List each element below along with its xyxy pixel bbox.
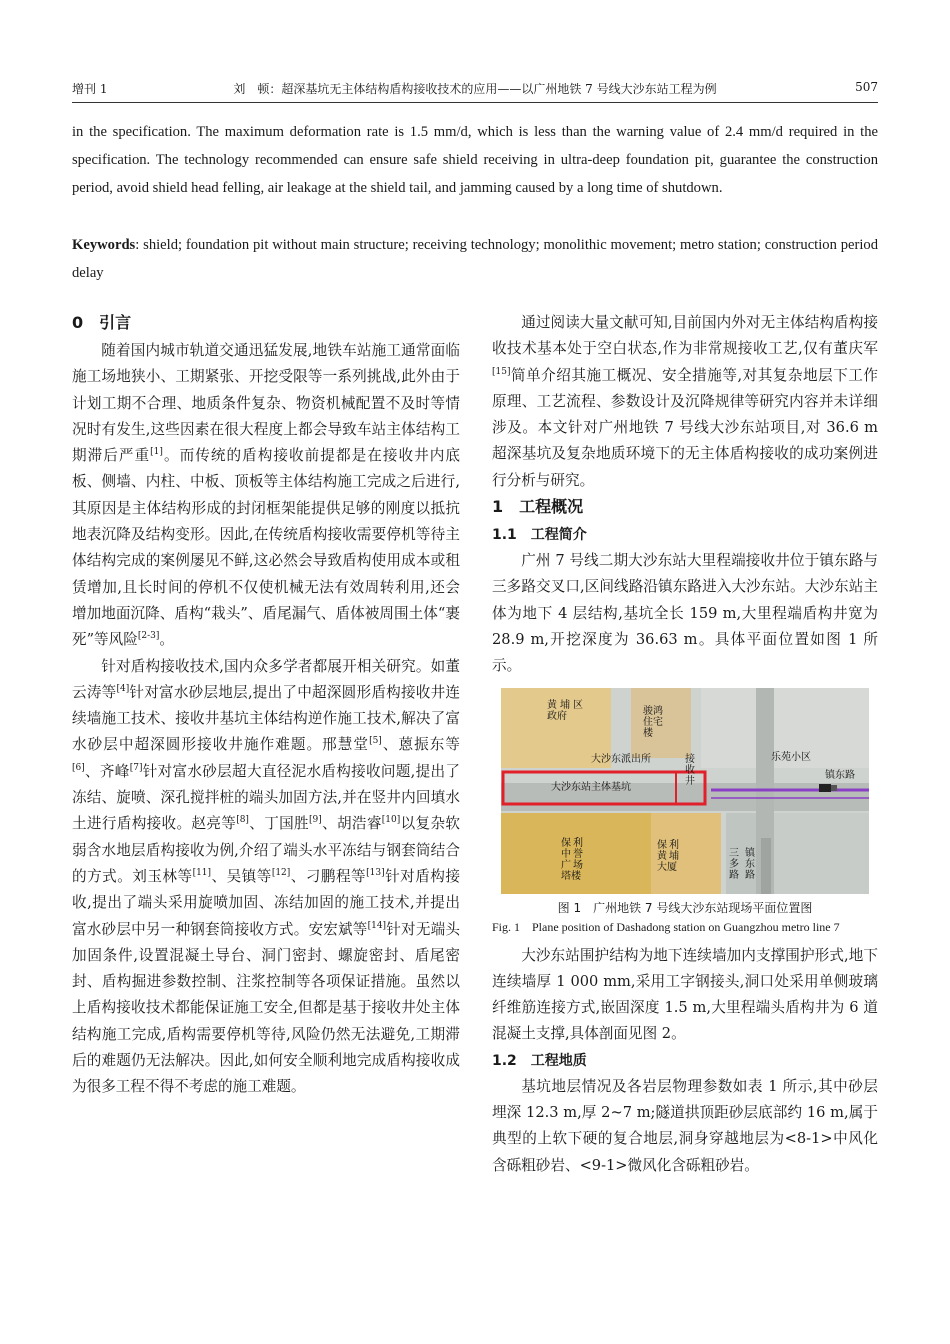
paragraph: 广州 7 号线二期大沙东站大里程端接收井位于镇东路与三多路交叉口,区间线路沿镇东路进入大沙东站。大沙东站主体为地下 4 层结构,基坑全长 159 m,大里程端盾构井宽为 28.9 m,开挖深度为 36.63 m。具体平面位置如图 1 所示。 (492, 552, 878, 675)
page-number: 507 (855, 80, 878, 94)
paragraph: 针对盾构接收技术,国内众多学者都展开相关研究。如董云涛等[4]针对富水砂层地层,提出了中超深圆形盾构接收井连续墙施工技术、接收井基坑主体结构逆作施工技术,解决了富水砂层中超深圆形接收井施作难题。邢慧堂[5]、蒽振东等[6]、齐峰[7]针对富水砂层超大直径泥水盾构接收问题,提出了冻结、旋喷、深孔搅拌桩的端头加固方法,并在竖井内回填水土进行盾构接收。赵亮等[8]、丁国胜[9]、胡浩睿[10]以复杂软弱含水地层盾构接收为例,介绍了端头水平冻结与钢套筒结合的方式。刘玉林等[11]、吴镇等[12]、刁鹏程等[13]针对盾构接收,提出了端头采用旋喷加固、冻结加固的施工技术,并提出富水砂层中另一种钢套筒接收方式。安宏斌等[14]针对无端头加固条件,设置混凝土导台、洞门密封、螺旋密封、盾尾密封、盾构掘进参数控制、注浆控制等各项保证措施。虽然以上盾构接收技术都能保证施工安全,但都是基于接收井处主体结构施工完成,盾构需要停机等待,风险仍然无法避免,工期滞后的难题仍无法解决。因此,如何安全顺利地完成盾构接收成为很多工程不得不考虑的施工难题。 (72, 657, 460, 1096)
paragraph: 通过阅读大量文献可知,目前国内外对无主体结构盾构接收技术基本处于空白状态,作为非常规接收工艺,仅有董庆军[15]简单介绍其施工概况、安全措施等,对其复杂地层下工作原理、工艺流程、参数设计及沉降规律等研究内容并未详细涉及。本文针对广州地铁 7 号线大沙东站项目,对 36.6 m 超深基坑及复杂地质环境下的无主体盾构接收的成功案例进行分析与研究。 (492, 314, 878, 489)
label-community: 乐苑小区 (771, 751, 811, 763)
label-sanduo-road: 三多路 (729, 847, 739, 881)
paragraph: 大沙东站围护结构为地下连续墙加内支撑围护形式,地下连续墙厚 1 000 mm,采用工字钢接头,洞口处采用单侧玻璃纤维筋连接方式,嵌固深度 1.5 m,大里程端头盾构井为 6 道混凝土支撑,具体剖面见图 2。 (492, 946, 878, 1043)
citation: [1] (150, 447, 163, 458)
abstract-tail: in the specification. The maximum deformation rate is 1.5 mm/d, which is less than the warning value of 2.4 mm/d required in the specification. The technology recommended can ensure safe shield receiving in ultra-deep foundation pit, guarantee the construction period, avoid shield head felling, air leakage at the shield tail, and jamming caused by a long time of shutdown. (72, 124, 878, 196)
running-title: 刘 顿：超深基坑无主体结构盾构接收技术的应用——以广州地铁 7 号线大沙东站工程为例 (233, 82, 717, 96)
paragraph: 随着国内城市轨道交通迅猛发展,地铁车站施工通常面临施工场地狭小、工期紧张、开挖受限等一系列挑战,此外由于计划工期不合理、地质条件复杂、物资机械配置不及时等情况时有发生,这些因素在很大程度上都会导致车站主体结构工期滞后严重[1]。而传统的盾构接收前提都是在接收井内底板、侧墙、内柱、中板、顶板等主体结构施工完成之后进行,其原因是主体结构形成的封闭框架能提供足够的刚度以抵抗地表沉降及结构变形。因此,在传统盾构接收需要停机等待主体结构完成的案例屡见不鲜,这必然会导致盾构使用成本或租赁增加,且长时间的停机不仅使机械无法有效周转利用,还会增加地面沉降、盾构“栽头”、盾尾漏气、盾体被周围土体“裹死”等风险[2-3]。 (72, 342, 460, 649)
section-0-heading: 0 引言 (72, 313, 132, 332)
left-column (72, 310, 460, 1101)
label-poly-plaza: 保利中誉广场塔楼 (561, 837, 583, 882)
issue-label: 增刊 1 (72, 82, 108, 96)
label-zhendong-road: 镇东路 (745, 847, 755, 881)
label-receiving-shaft: 接收井 (685, 753, 695, 787)
label-residential: 骏鸿住宅楼 (643, 705, 663, 739)
keywords (72, 231, 878, 287)
section-1-2-heading: 1.2 工程地质 (492, 1052, 587, 1069)
running-header (72, 78, 878, 103)
citation: [2-3] (137, 631, 160, 642)
right-column (492, 310, 878, 1179)
label-zhendong-station: 镇东路 (825, 769, 855, 781)
label-police-station: 大沙东派出所 (591, 753, 651, 765)
figure-1-site-plan (501, 688, 869, 894)
section-1-heading: 1 工程概况 (492, 497, 584, 517)
section-1-1-heading: 1.1 工程简介 (492, 527, 587, 544)
label-government: 黄埔区政府 (547, 699, 583, 722)
label-poly-mansion: 保利黄埔大厦 (657, 839, 679, 873)
figure-1-caption-en: Fig. 1 Plane position of Dashadong station on Guangzhou metro line 7 (492, 919, 840, 934)
keywords-text: : shield; foundation pit without main structure; receiving technology; monolithic movement; metro station; construction period delay (72, 237, 878, 281)
figure-1-caption-cn: 图 1 广州地铁 7 号线大沙东站现场平面位置图 (557, 900, 813, 915)
keywords-label: Keywords (72, 237, 136, 253)
label-foundation-pit: 大沙东站主体基坑 (551, 781, 631, 793)
paragraph: 基坑地层情况及各岩层物理参数如表 1 所示,其中砂层埋深 12.3 m,厚 2~7 m;隧道拱顶距砂层底部约 16 m,属于典型的上软下硬的复合地层,洞身穿越地层为<8-1>中风化含砾粗砂岩、<9-1>微风化含砾粗砂岩。 (492, 1077, 878, 1174)
